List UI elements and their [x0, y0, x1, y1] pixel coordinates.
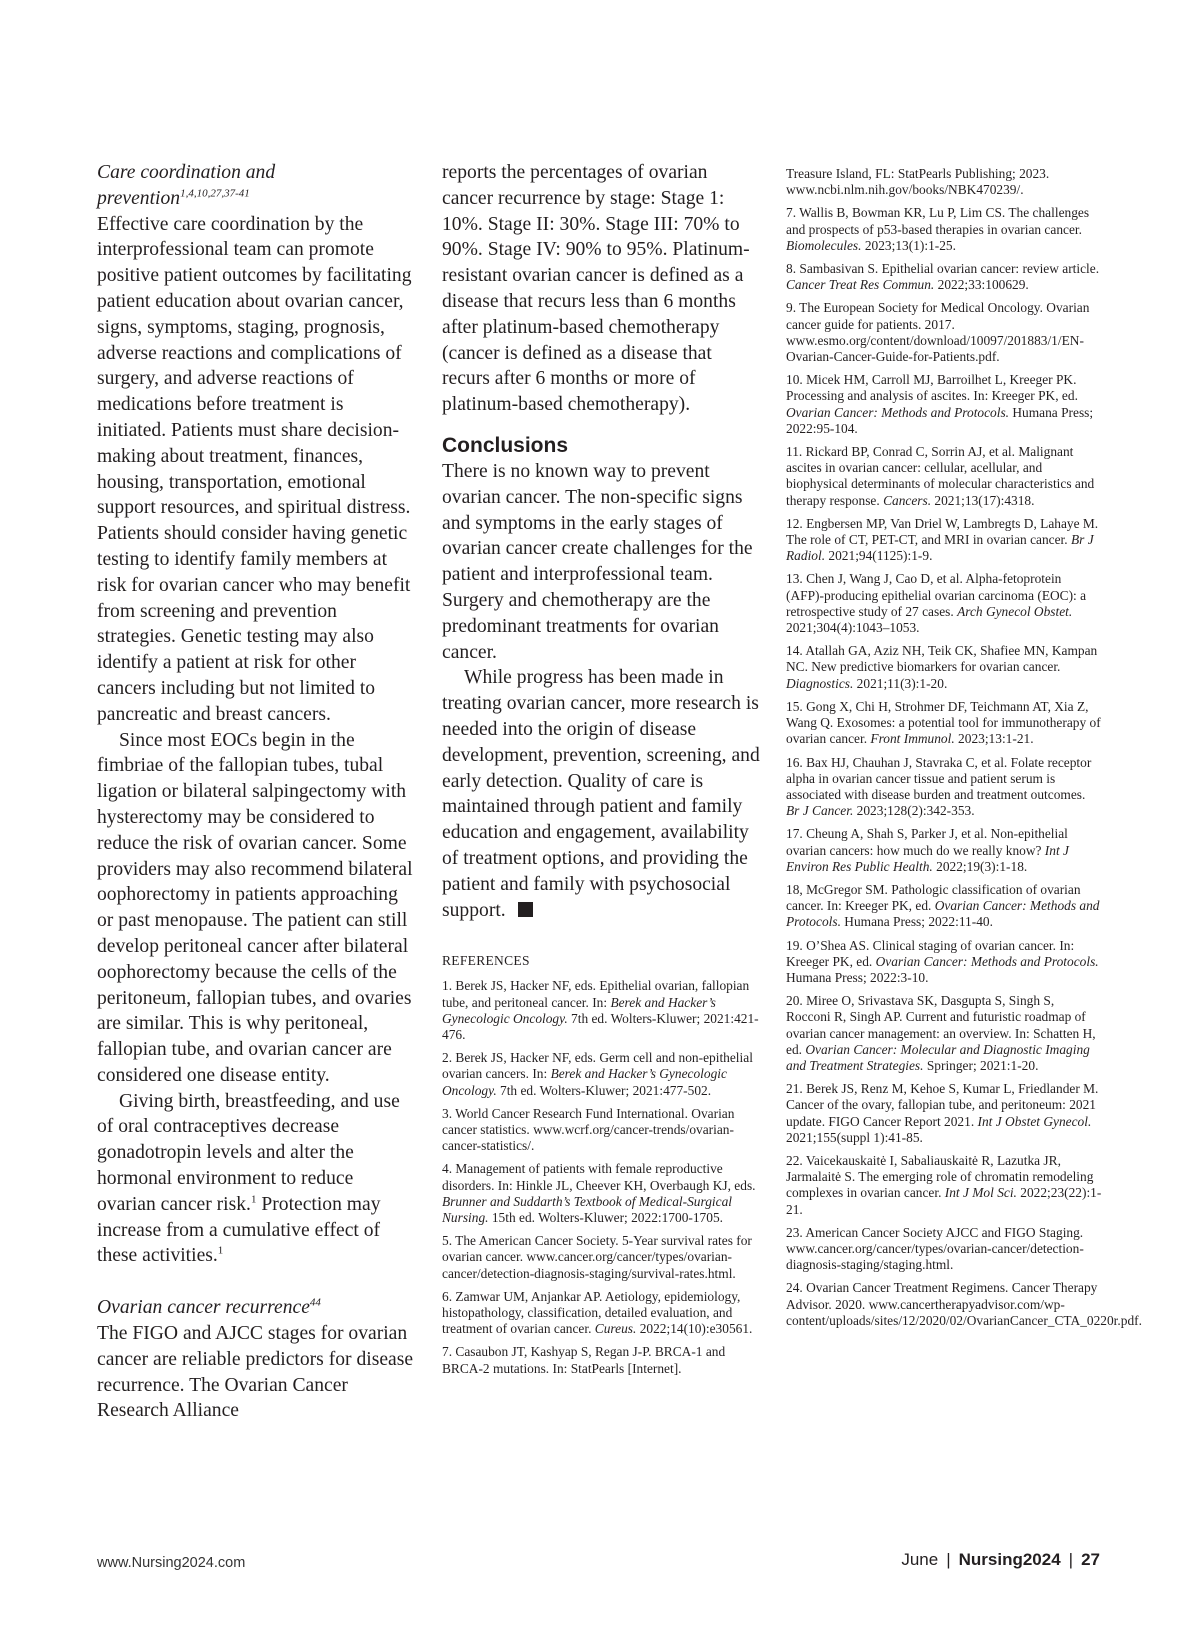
- page-number: 27: [1081, 1550, 1100, 1569]
- reference-item: 24. Ovarian Cancer Treatment Regimens. Cancer Therapy Advisor. 2020. www.cancertherapyadvisor.com/wp-content/uploads/sites/12/2020/02/OvarianCancer_CTA_0220r.pdf.: [786, 1280, 1142, 1328]
- citation-ref: 1: [250, 1193, 257, 1206]
- reference-continued: Treasure Island, FL: StatPearls Publishing; 2023. www.ncbi.nlm.nih.gov/books/NBK470239/.: [786, 166, 1050, 198]
- reference-item: 5. The American Cancer Society. 5-Year survival rates for ovarian cancer. www.cancer.org/cancer/types/ovarian-cancer/detection-diagnosis-staging/survival-rates.html.: [442, 1233, 752, 1281]
- giving-birth-paragraph: Giving birth, breastfeeding, and use of oral contraceptives decrease gonadotropin levels and alter the hormonal environment to reduce ovarian cancer risk.$^1$ Protection may increase from a cumulative effect of these activities.$^1$: [97, 1090, 400, 1267]
- end-of-article-icon: [518, 902, 533, 917]
- citation-ref: 1: [217, 1244, 224, 1257]
- reference-item: 22. Vaicekauskaitė I, Sabaliauskaitė R, Lazutka JR, Jarmalaitė S. The emerging role of chromatin remodeling complexes in ovarian cancer. Int J Mol Sci. 2022;23(22):1-21.: [786, 1152, 1102, 1217]
- reference-list: [786, 205, 1142, 1329]
- footer-url: www.Nursing2024.com: [97, 1555, 246, 1571]
- reference-item: 20. Miree O, Srivastava SK, Dasgupta S, Singh S, Rocconi R, Singh AP. Current and futuristic roadmap of ovarian cancer management: an overview. In: Schatten H, ed. Ovarian Cancer: Molecular and Diagnostic Imaging and Treatment Strategies. Springer; 2021:1-20.: [786, 993, 1096, 1073]
- reference-item: 4. Management of patients with female reproductive disorders. In: Hinkle JL, Cheever KH, Overbaugh KJ, eds. Brunner and Suddarth’s Textbook of Medical-Surgical Nursing. 15th ed. Wolters-Kluwer; 2022:1700-1705.: [442, 1161, 756, 1225]
- conclusions-heading: Conclusions: [442, 433, 569, 457]
- reference-item: 12. Engbersen MP, Van Driel W, Lambregts D, Lahaye M. The role of CT, PET-CT, and MRI in ovarian cancer. Br J Radiol. 2021;94(1125):1-9.: [786, 515, 1099, 564]
- recurrence-paragraph-continued: reports the percentages of ovarian cancer recurrence by stage: Stage 1: 10%. Stage II: 30%. Stage III: 70% to 90%. Stage IV: 90% to 95%. Platinum-resistant ovarian cancer is defined as a disease that recurs less than 6 months after platinum-based chemotherapy (cancer is defined as a disease that recurs after 6 months or more of platinum-based chemotherapy).: [442, 162, 750, 416]
- reference-item: 17. Cheung A, Shah S, Parker J, et al. Non-epithelial ovarian cancers: how much do we really know? Int J Environ Res Public Health. 2022;19(3):1-18.: [786, 826, 1069, 874]
- care-heading-refs: 1,4,10,27,37-41: [180, 187, 250, 200]
- care-coordination-heading: Care coordination and prevention$^{1,4,10,27,37-41}$: [97, 162, 276, 209]
- footer-separator: |: [946, 1550, 951, 1569]
- reference-item: 18, McGregor SM. Pathologic classification of ovarian cancer. In: Kreeger PK, ed. Ovarian Cancer: Methods and Protocols. Humana Press; 2022:11-40.: [786, 881, 1100, 930]
- reference-item: 2. Berek JS, Hacker NF, eds. Germ cell and non-epithelial ovarian cancers. In: Berek and Hacker’s Gynecologic Oncology. 7th ed. Wolters-Kluwer; 2021:477-502.: [442, 1050, 753, 1098]
- references-title: REFERENCES: [442, 953, 530, 969]
- care-coordination-paragraph: Effective care coordination by the interprofessional team can promote positive patient outcomes by facilitating patient education about ovarian cancer, signs, symptoms, staging, prognosis, adverse reactions and complications of surgery, and adverse reactions of medications before treatment is initiated. Patients must share decision-making about treatment, finances, housing, transportation, emotional support resources, and spiritual distress. Patients should consider having genetic testing to identify family members at risk for ovarian cancer who may benefit from screening and prevention strategies. Genetic testing may also identify a patient at risk for other cancers including but not limited to pancreatic and breast cancers.: [97, 213, 412, 725]
- reference-item: 19. O’Shea AS. Clinical staging of ovarian cancer. In: Kreeger PK, ed. Ovarian Cancer: Methods and Protocols. Humana Press; 2022:3-10.: [786, 937, 1099, 985]
- reference-item: 8. Sambasivan S. Epithelial ovarian cancer: review article. Cancer Treat Res Commun. 2022;33:100629.: [786, 261, 1100, 293]
- reference-item: 23. American Cancer Society AJCC and FIGO Staging. www.cancer.org/cancer/types/ovarian-cancer/detection-diagnosis-staging/staging.html.: [786, 1224, 1084, 1273]
- column-middle: [442, 160, 760, 1384]
- conclusions-paragraph-2: While progress has been made in treating ovarian cancer, more research is needed into the origin of disease development, prevention, screening, and early detection. Quality of care is maintained through patient and family education and engagement, availability of treatment options, and providing the patient and family with psychosocial support.: [442, 667, 760, 921]
- recurrence-paragraph: The FIGO and AJCC stages for ovarian cancer are reliable predictors for disease recurrence. The Ovarian Cancer Research Alliance: [97, 1323, 414, 1422]
- recurrence-heading-ref: 44: [309, 1296, 321, 1309]
- reference-item: 14. Atallah GA, Aziz NH, Teik CK, Shafiee MN, Kampan NC. New predictive biomarkers for ovarian cancer. Diagnostics. 2021;11(3):1-20.: [786, 643, 1098, 691]
- column-left: [97, 160, 415, 1424]
- reference-item: 6. Zamwar UM, Anjankar AP. Aetiology, epidemiology, histopathology, classification, detailed evaluation, and treatment of ovarian cancer. Cureus. 2022;14(10):e30561.: [442, 1288, 753, 1337]
- footer-folio: [901, 1550, 1100, 1570]
- reference-item: 7. Casaubon JT, Kashyap S, Regan J-P. BRCA-1 and BRCA-2 mutations. In: StatPearls [Internet].: [442, 1344, 726, 1376]
- recurrence-heading: Ovarian cancer recurrence$^{44}$: [97, 1296, 321, 1319]
- footer-month: June: [901, 1550, 939, 1569]
- reference-item: 13. Chen J, Wang J, Cao D, et al. Alpha-fetoprotein (AFP)-producing epithelial ovarian carcinoma (EOC): a retrospective study of 27 cases. Arch Gynecol Obstet. 2021;304(4):1043–1053.: [786, 571, 1087, 636]
- footer-magazine: Nursing2024: [958, 1550, 1061, 1569]
- reference-item: 21. Berek JS, Renz M, Kehoe S, Kumar L, Friedlander M. Cancer of the ovary, fallopian tube, and peritoneum: 2021 update. FIGO Cancer Report 2021. Int J Obstet Gynecol. 2021;155(suppl 1):41-85.: [786, 1081, 1099, 1145]
- since-paragraph: Since most EOCs begin in the fimbriae of the fallopian tubes, tubal ligation or bilateral salpingectomy with hysterectomy may be considered to reduce the risk of ovarian cancer. Some providers may also recommend bilateral oophorectomy in patients approaching or past menopause. The patient can still develop peritoneal cancer after bilateral oophorectomy because the cells of the peritoneum, fallopian tubes, and ovaries are similar. This is why peritoneal, fallopian tube, and ovarian cancer are considered one disease entity.: [97, 729, 413, 1086]
- footer-separator: |: [1068, 1550, 1074, 1569]
- reference-item: 7. Wallis B, Bowman KR, Lu P, Lim CS. The challenges and prospects of p53-based therapies in ovarian cancer. Biomolecules. 2023;13(1):1-25.: [786, 205, 1090, 253]
- reference-item: 3. World Cancer Research Fund International. Ovarian cancer statistics. www.wcrf.org/cancer-trends/ovarian-cancer-statistics/.: [442, 1105, 735, 1154]
- conclusions-paragraph-1: There is no known way to prevent ovarian cancer. The non-specific signs and symptoms in the early stages of ovarian cancer create challenges for the patient and interprofessional team. Surgery and chemotherapy are the predominant treatments for ovarian cancer.: [442, 460, 753, 663]
- reference-list: [442, 978, 760, 1376]
- reference-item: 9. The European Society for Medical Oncology. Ovarian cancer guide for patients. 2017. www.esmo.org/content/download/10097/201883/1/EN-Ovarian-Cancer-Guide-for-Patients.pdf.: [786, 300, 1090, 365]
- column-right: [786, 166, 1142, 1336]
- reference-item: 16. Bax HJ, Chauhan J, Stavraka C, et al. Folate receptor alpha in ovarian cancer tissue and patient serum is associated with disease burden and treatment outcomes. Br J Cancer. 2023;128(2):342-353.: [786, 754, 1092, 819]
- reference-item: 1. Berek JS, Hacker NF, eds. Epithelial ovarian, fallopian tube, and peritoneal cancer. In: Berek and Hacker’s Gynecologic Oncology. 7th ed. Wolters-Kluwer; 2021:421-476.: [442, 978, 759, 1042]
- reference-item: 10. Micek HM, Carroll MJ, Barroilhet L, Kreeger PK. Processing and analysis of ascites. In: Kreeger PK, ed. Ovarian Cancer: Methods and Protocols. Humana Press; 2022:95-104.: [786, 372, 1094, 436]
- reference-item: 11. Rickard BP, Conrad C, Sorrin AJ, et al. Malignant ascites in ovarian cancer: cellular, acellular, and biophysical determinants of molecular characteristics and therapy response. Cancers. 2021;13(17):4318.: [786, 444, 1095, 508]
- reference-item: 15. Gong X, Chi H, Strohmer DF, Teichmann AT, Xia Z, Wang Q. Exosomes: a potential tool for immunotherapy of ovarian cancer. Front Immunol. 2023;13:1-21.: [786, 698, 1101, 747]
